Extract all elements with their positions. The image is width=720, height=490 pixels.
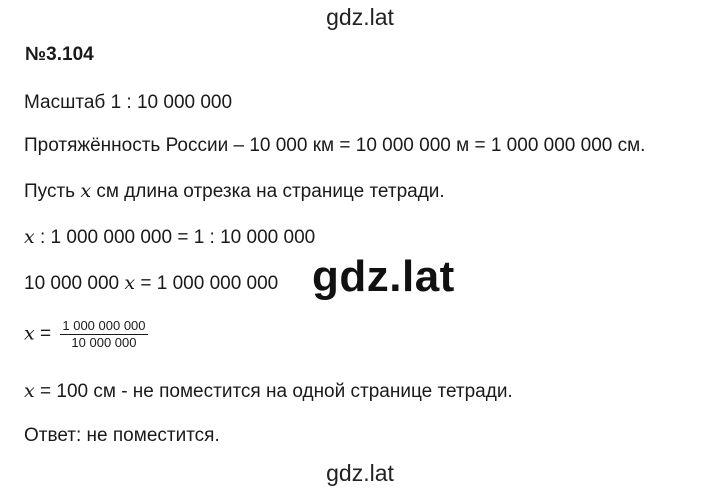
let-variable: x	[80, 180, 92, 202]
result-variable: x	[24, 380, 35, 402]
let-suffix: см длина отрезка на странице тетради.	[91, 181, 445, 202]
proportion-rest: : 1 000 000 000 = 1 : 10 000 000	[34, 227, 316, 248]
fraction-numerator: 1 000 000 000	[62, 318, 146, 333]
equation-line	[24, 272, 278, 295]
result-rest: = 100 см - не поместится на одной странице тетради.	[34, 381, 513, 402]
equation-rest: = 1 000 000 000	[135, 273, 279, 294]
fraction-denominator: 10 000 000	[71, 335, 137, 350]
proportion-line	[24, 226, 315, 249]
fraction-variable: x	[24, 322, 35, 345]
fraction	[60, 318, 147, 351]
result-line	[24, 380, 513, 403]
proportion-variable: x	[24, 226, 35, 248]
task-number: №3.104	[25, 44, 94, 65]
watermark-center: gdz.lat	[312, 252, 455, 301]
answer-line: Ответ: не поместится.	[24, 425, 220, 446]
russia-length-line: Протяжённость России – 10 000 км = 10 000 000 м = 1 000 000 000 см.	[24, 135, 646, 156]
watermark-top: gdz.lat	[326, 4, 394, 30]
scale-line: Масштаб 1 : 10 000 000	[24, 92, 233, 113]
let-line	[24, 180, 445, 203]
watermark-bottom: gdz.lat	[326, 460, 394, 486]
fraction-line	[24, 318, 148, 351]
fraction-equals: =	[34, 323, 52, 345]
equation-variable: x	[124, 272, 136, 294]
let-prefix: Пусть	[24, 181, 81, 202]
equation-prefix: 10 000 000	[24, 273, 125, 294]
